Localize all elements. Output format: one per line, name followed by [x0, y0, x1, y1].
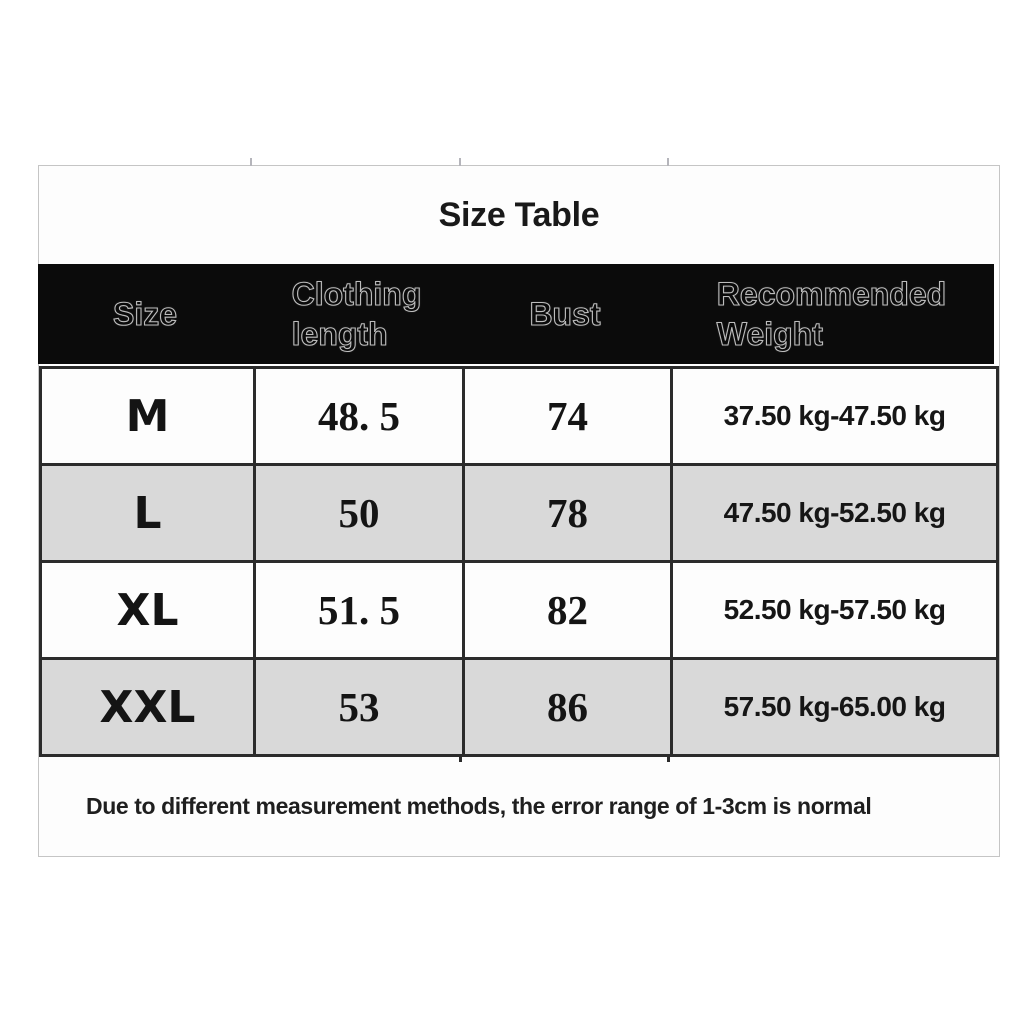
column-header-recommended-weight-label: Recommended Weight: [716, 276, 947, 352]
recommended-weight-cell: 57.50 kg-65.00 kg: [670, 660, 999, 754]
grid-border-artifact: [459, 757, 462, 762]
clothing-length-cell: 48. 5: [253, 369, 462, 463]
crop-artifact-tick: [250, 158, 252, 166]
table-row-l: [39, 466, 999, 563]
column-header-size-label: Size: [112, 296, 178, 332]
column-header-clothing-length-label: Clothing length: [291, 276, 422, 352]
recommended-weight-cell: 52.50 kg-57.50 kg: [670, 563, 999, 657]
size-cell: L: [39, 466, 253, 560]
crop-artifact-tick: [459, 158, 461, 166]
column-header-clothing-length: [252, 264, 461, 364]
column-header-bust-label: Bust: [529, 296, 601, 332]
grid-border-artifact: [667, 757, 670, 762]
clothing-length-cell: 51. 5: [253, 563, 462, 657]
size-cell: M: [39, 369, 253, 463]
bust-cell: 82: [462, 563, 670, 657]
column-header-size: [38, 264, 252, 364]
size-data-grid: [39, 366, 999, 757]
clothing-length-cell: 53: [253, 660, 462, 754]
size-chart: [38, 165, 1000, 857]
measurement-note: Due to different measurement methods, the error range of 1-3cm is normal: [86, 793, 872, 819]
size-cell: XL: [39, 563, 253, 657]
size-table-title: Size Table: [438, 195, 600, 234]
recommended-weight-cell: 37.50 kg-47.50 kg: [670, 369, 999, 463]
size-cell: XXL: [39, 660, 253, 754]
bust-cell: 74: [462, 369, 670, 463]
title-row: [39, 166, 999, 264]
crop-artifact-tick: [667, 158, 669, 166]
bust-cell: 78: [462, 466, 670, 560]
table-row-xl: [39, 563, 999, 660]
recommended-weight-cell: 47.50 kg-52.50 kg: [670, 466, 999, 560]
column-header-bust: [461, 264, 669, 364]
table-row-xxl: [39, 660, 999, 757]
bust-cell: 86: [462, 660, 670, 754]
column-header-recommended-weight: [669, 264, 994, 364]
table-row-m: [39, 369, 999, 466]
measurement-note-row: [39, 757, 999, 856]
table-header-row: [38, 264, 994, 364]
clothing-length-cell: 50: [253, 466, 462, 560]
